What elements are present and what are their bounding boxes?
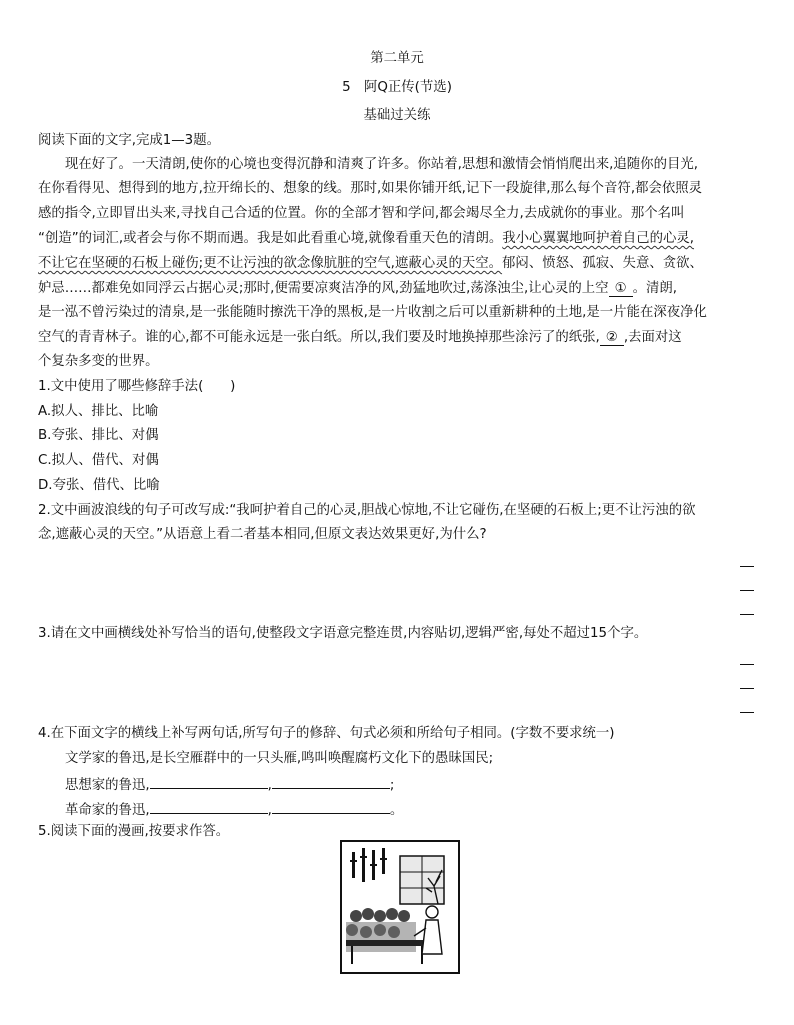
q4-blank[interactable] xyxy=(150,800,268,814)
q4-end: ; xyxy=(389,778,395,793)
passage-line: 是一泓不曾污染过的清泉,是一张能随时擦洗干净的黑板,是一片收割之后可以重新耕种的土地,是一片能在深夜净化 xyxy=(38,305,707,320)
passage-line: 在你看得见、想得到的地方,拉开绵长的、想象的线。那时,如果你铺开纸,记下一段旋律,那么每个音符,都会依照灵 xyxy=(38,181,703,196)
passage-text: “创造”的词汇,或者会与你不期而遇。我是如此看重心境,就像看重天色的清朗。 xyxy=(38,231,503,246)
fill-blank-1[interactable]: ① xyxy=(609,282,633,297)
passage-line xyxy=(38,231,694,247)
q4-prompt: 思想家的鲁迅, xyxy=(65,778,150,793)
wavy-underlined-sentence: 我小心翼翼地呵护着自己的心灵, xyxy=(502,231,695,246)
passage-line: 个复杂多变的世界。 xyxy=(38,354,159,369)
passage-text: 郁闷、愤怒、孤寂、失意、贪欲、 xyxy=(502,256,703,271)
q2-stem-line: 2.文中画波浪线的句子可改写成:“我呵护着自己的心灵,胆战心惊地,不让它碰伤,在坚硬的石板上;更不让污浊的欲 xyxy=(38,503,696,518)
fill-blank-2[interactable]: ② xyxy=(600,331,624,346)
passage-line: 感的指令,立即冒出头来,寻找自己合适的位置。你的全部才智和学问,都会竭尽全力,去成就你的事业。那个名叫 xyxy=(38,206,685,221)
passage-text: 空气的青青林子。谁的心,都不可能永远是一张白纸。所以,我们要及时地换掉那些涂污了的纸张, xyxy=(38,330,600,345)
q2-stem-line: 念,遮蔽心灵的天空。”从语意上看二者基本相同,但原文表达效果更好,为什么? xyxy=(38,527,487,542)
passage-line xyxy=(38,256,703,272)
answer-line[interactable] xyxy=(740,566,754,567)
q1-option-a[interactable]: A.拟人、排比、比喻 xyxy=(38,404,159,419)
passage-line: 现在好了。一天清朗,使你的心境也变得沉静和清爽了许多。你站着,思想和激情会悄悄爬出来,追随你的目光, xyxy=(65,157,698,172)
unit-title: 第二单元 xyxy=(370,51,424,66)
q1-option-b[interactable]: B.夸张、排比、对偶 xyxy=(38,428,159,443)
wavy-underlined-sentence: 不让它在坚硬的石板上碰伤;更不让污浊的欲念像肮脏的空气,遮蔽心灵的天空。 xyxy=(38,256,503,271)
q4-blank[interactable] xyxy=(150,775,268,789)
answer-line[interactable] xyxy=(740,590,754,591)
q4-sep: , xyxy=(267,803,272,818)
q4-example: 文学家的鲁迅,是长空雁群中的一只头雁,鸣叫唤醒腐朽文化下的愚昧国民; xyxy=(65,751,494,766)
section-title: 基础过关练 xyxy=(363,108,431,123)
q4-blank[interactable] xyxy=(272,775,390,789)
lesson-title: 5 阿Q正传(节选) xyxy=(342,80,452,95)
q3-stem: 3.请在文中画横线处补写恰当的语句,使整段文字语意完整连贯,内容贴切,逻辑严密,每处不超过15个字。 xyxy=(38,626,648,641)
cartoon-image xyxy=(340,840,460,974)
q1-option-d[interactable]: D.夸张、借代、比喻 xyxy=(38,478,160,493)
q4-blank[interactable] xyxy=(272,800,390,814)
passage-text: ,去面对这 xyxy=(623,330,682,345)
answer-line[interactable] xyxy=(740,712,754,713)
q4-prompt: 革命家的鲁迅, xyxy=(65,803,150,818)
passage-line xyxy=(38,330,682,346)
cartoon-drawing xyxy=(342,842,454,968)
q4-prompt-line xyxy=(65,800,403,819)
q1-option-c[interactable]: C.拟人、借代、对偶 xyxy=(38,453,159,468)
answer-line[interactable] xyxy=(740,614,754,615)
q4-stem: 4.在下面文字的横线上补写两句话,所写句子的修辞、句式必须和所给句子相同。(字数不要求统一) xyxy=(38,726,615,741)
answer-line[interactable] xyxy=(740,664,754,665)
q4-prompt-line xyxy=(65,775,394,794)
passage-text: 。清朗, xyxy=(632,281,678,296)
q4-sep: , xyxy=(267,778,272,793)
passage-line xyxy=(38,281,677,297)
q4-end: 。 xyxy=(389,803,404,818)
passage-instruction: 阅读下面的文字,完成1—3题。 xyxy=(38,133,220,148)
q1-stem: 1.文中使用了哪些修辞手法( ) xyxy=(38,379,236,394)
answer-line[interactable] xyxy=(740,688,754,689)
passage-text: 妒忌……都难免如同浮云占据心灵;那时,便需要凉爽洁净的风,劲猛地吹过,荡涤浊尘,让心灵的上空 xyxy=(38,281,609,296)
q5-stem: 5.阅读下面的漫画,按要求作答。 xyxy=(38,824,230,839)
